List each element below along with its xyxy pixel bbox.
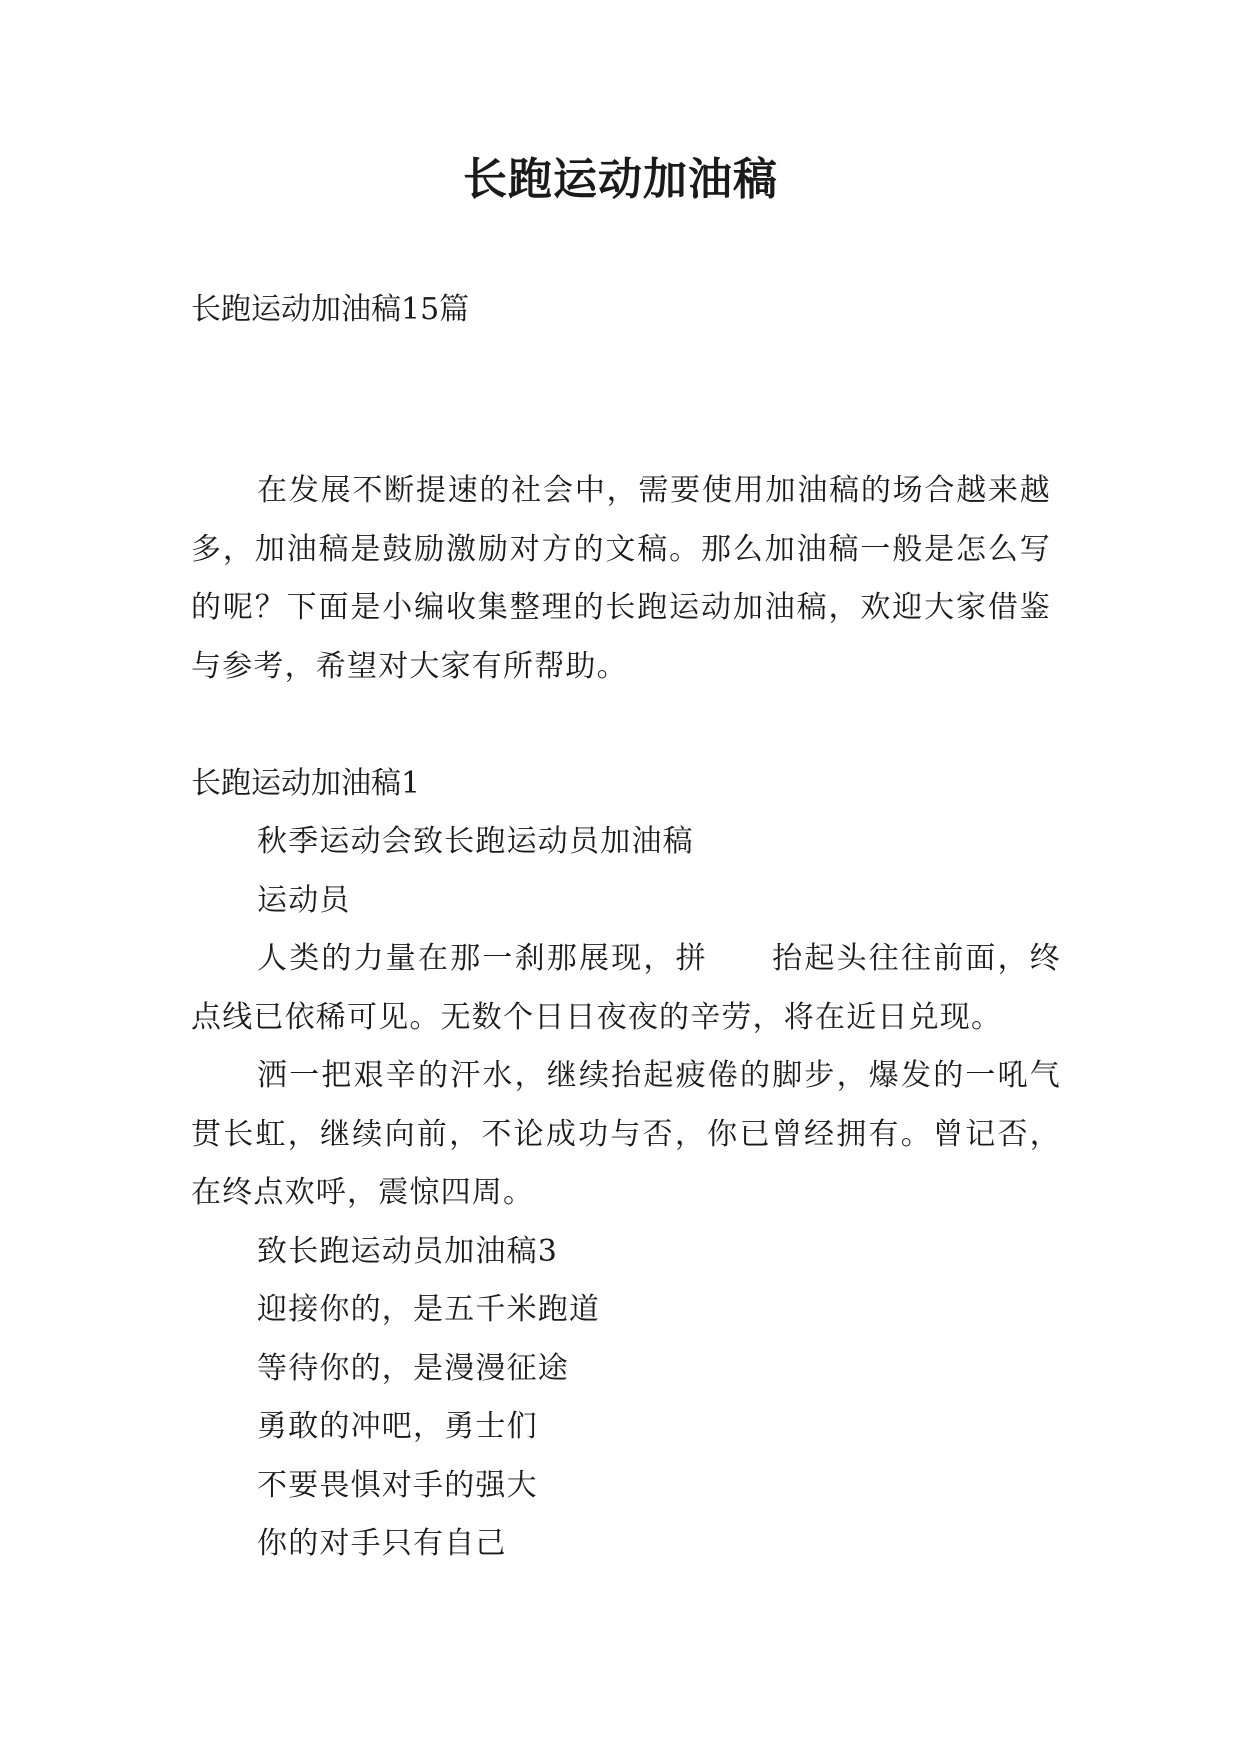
paragraph: 勇敢的冲吧，勇士们: [257, 1409, 538, 1444]
paragraph: 运动员: [257, 882, 351, 918]
paragraph: 人类的力量在那一刹那展现，拼 抬起头往往前面，终点线已依稀可见。无数个日日夜夜的辛劳，将在近日兑现。: [191, 941, 1061, 1035]
body-text: [191, 813, 1061, 1574]
paragraph: 不要畏惧对手的强大: [257, 1467, 538, 1503]
intro-paragraph: 在发展不断提速的社会中，需要使用加油稿的场合越来越多，加油稿是鼓励激励对方的文稿。那么加油稿一般是怎么写的呢？下面是小编收集整理的长跑运动加油稿，欢迎大家借鉴与参考，希望对大家有所帮助。: [191, 473, 1051, 684]
paragraph: 秋季运动会致长跑运动员加油稿: [257, 824, 694, 859]
paragraph: 你的对手只有自己: [257, 1526, 507, 1561]
document-subtitle: 长跑运动加油稿15篇: [191, 292, 470, 327]
paragraph: 致长跑运动员加油稿3: [257, 1233, 559, 1269]
paragraph: 洒一把艰辛的汗水，继续抬起疲倦的脚步，爆发的一吼气贯长虹，继续向前，不论成功与否，你已曾经拥有。曾记否，在终点欢呼，震惊四周。: [191, 1058, 1061, 1210]
paragraph: 等待你的，是漫漫征途: [257, 1350, 569, 1386]
document-title: 长跑运动加油稿: [463, 154, 778, 205]
section-heading: 长跑运动加油稿1: [191, 766, 421, 801]
paragraph: 迎接你的，是五千米跑道: [257, 1292, 601, 1327]
